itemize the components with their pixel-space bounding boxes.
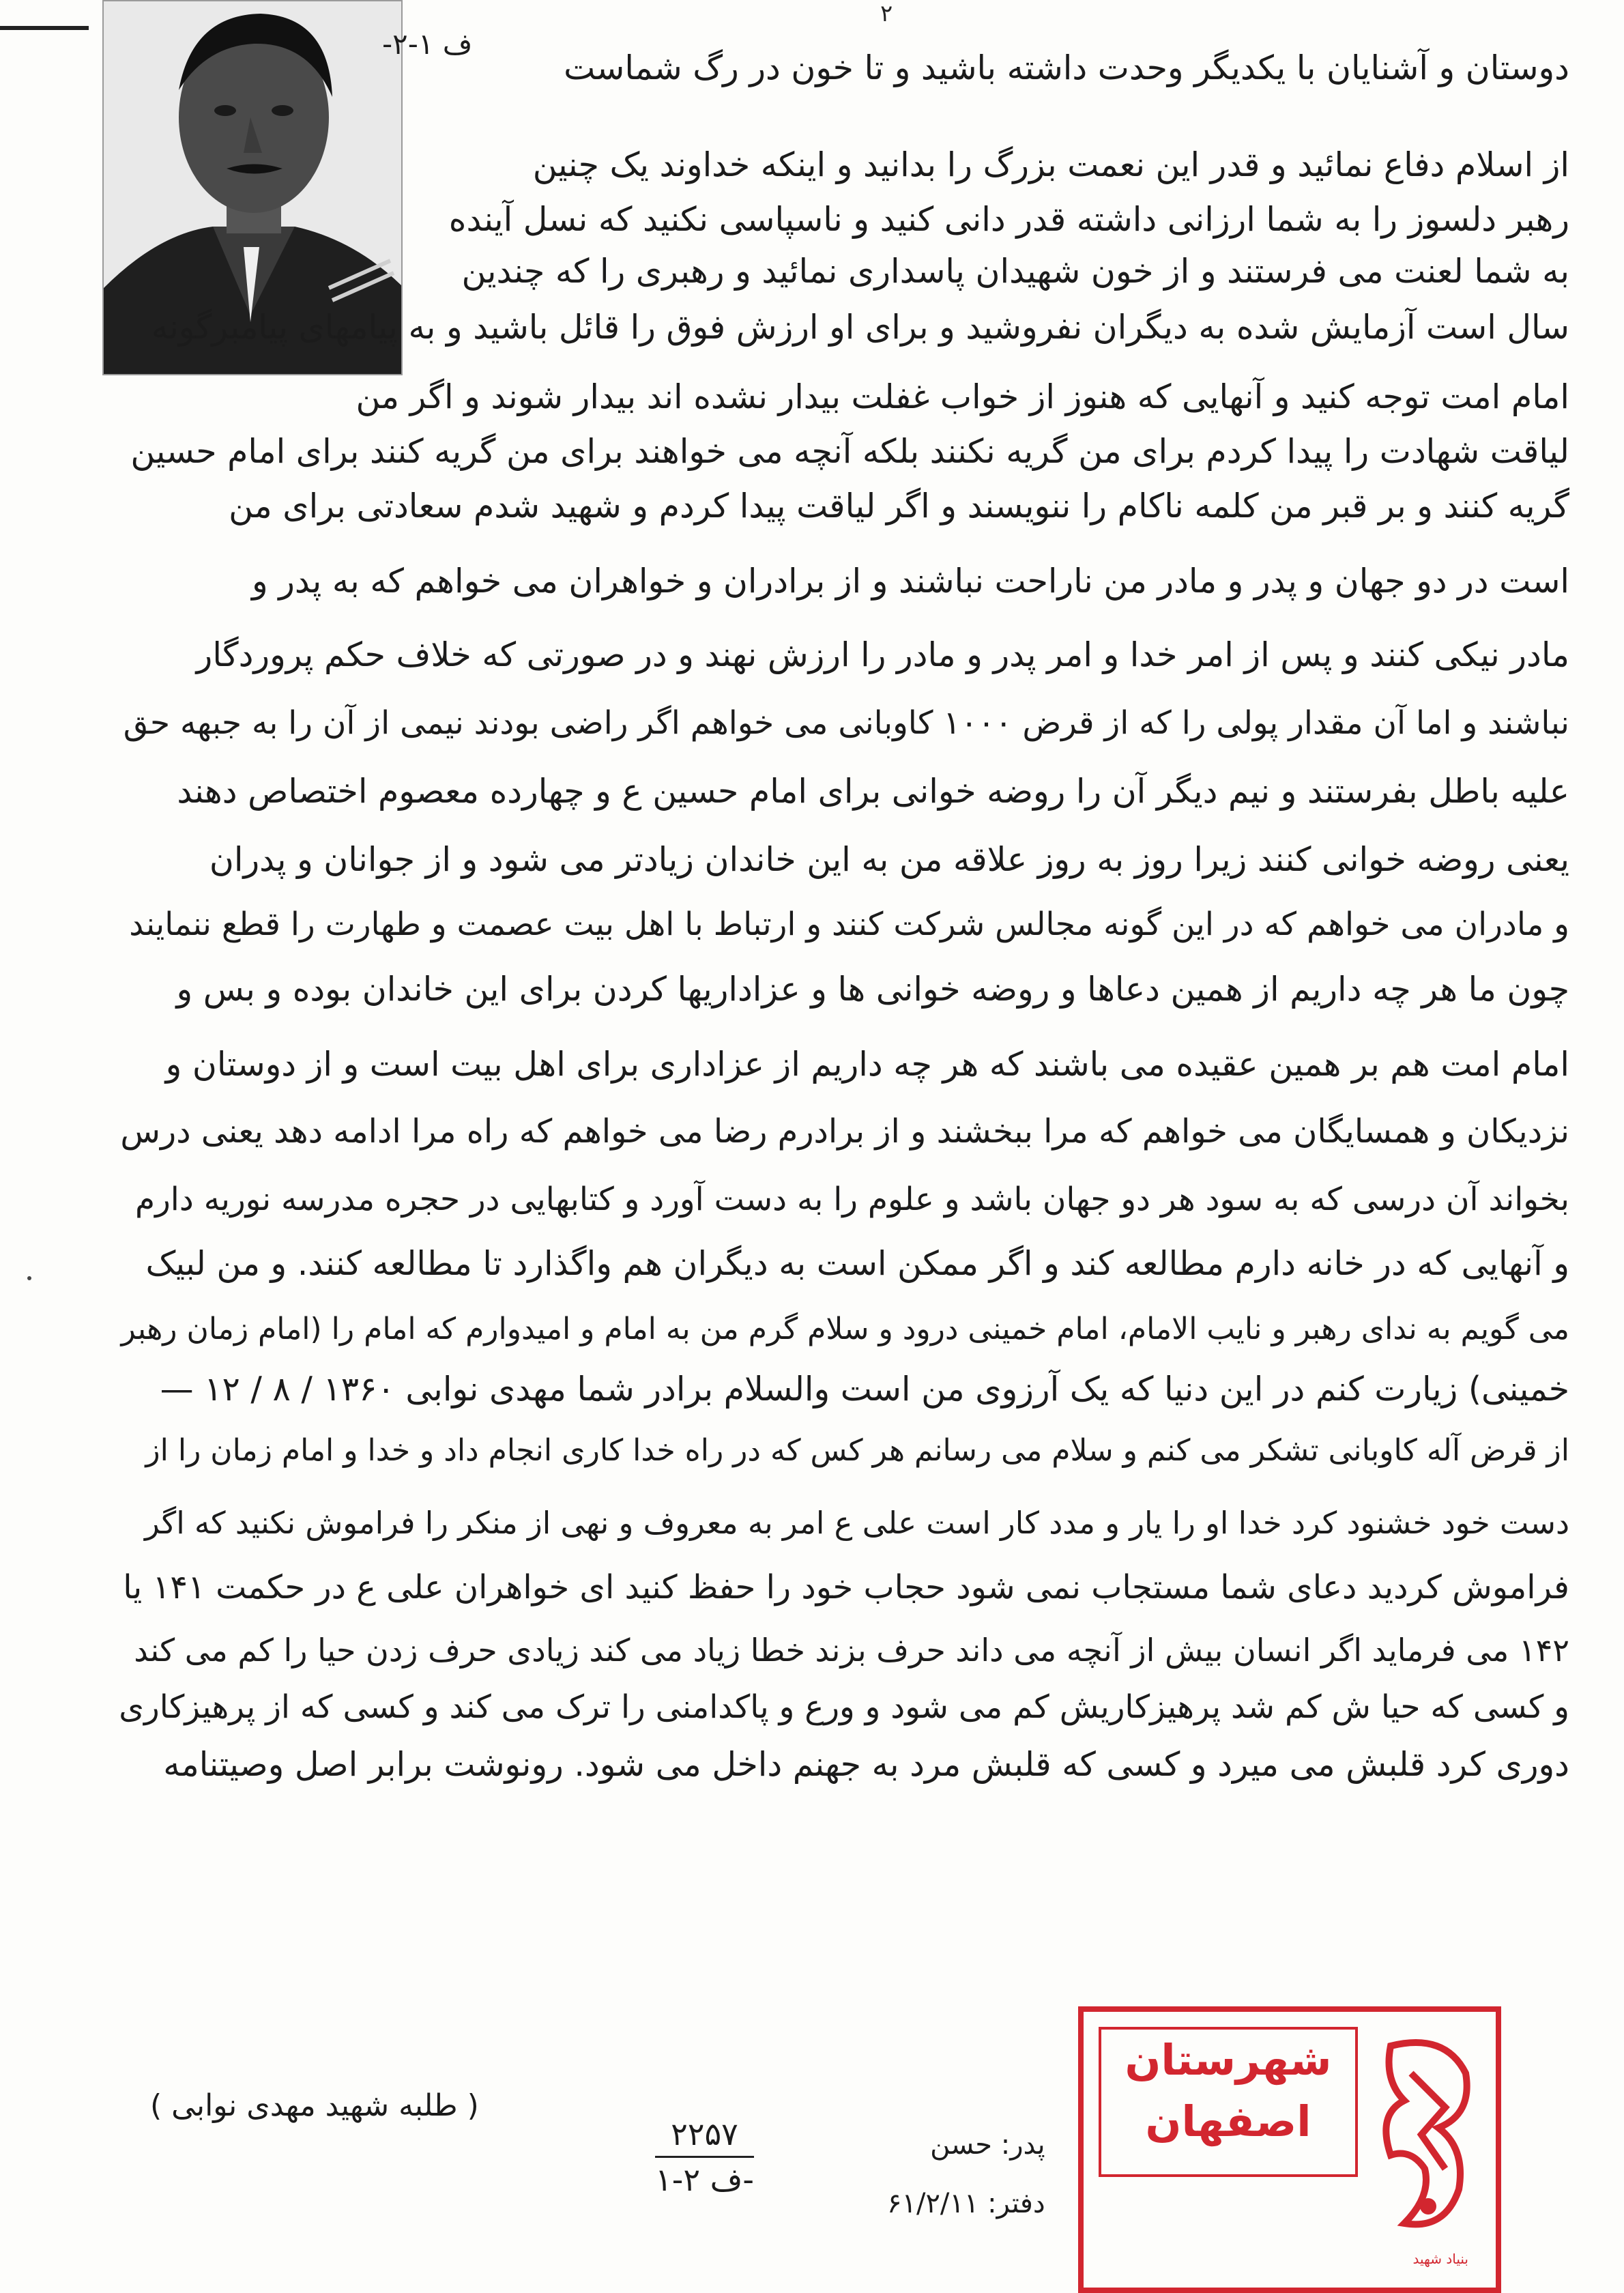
letter-line: سال است آزمایش شده به دیگران نفروشید و برای او ارزش فوق را قائل باشید و به پیامهای پیامبرگونه: [151, 308, 1569, 347]
letter-line: نزدیکان و همسایگان می خواهم که مرا ببخشند و از برادرم رضا می خواهم که راه مرا ادامه دهد یعنی درس: [120, 1112, 1569, 1151]
martyr-foundation-emblem-icon: [1363, 2032, 1479, 2237]
letter-line: بخواند آن درسی که به سود هر دو جهان باشد و علوم را به دست آورد و کتابهایی در حجره مدرسه نوریه دارم: [134, 1181, 1569, 1218]
file-number: ۲۲۵۷: [655, 2112, 754, 2158]
letter-line: از قرض آله کاوبانی تشکر می کنم و سلام می رسانم هر کس که در راه خدا کاری انجام داد و خدا و امام زمان را از: [145, 1433, 1569, 1468]
letter-line: رهبر دلسوز را به شما ارزانی داشته قدر دانی کنید و ناسپاسی نکنید که نسل آینده: [448, 200, 1569, 239]
page-top-mark: ۲: [880, 0, 893, 27]
stamp-caption: بنیاد شهید: [1412, 2251, 1468, 2267]
letter-line: دوستان و آشنایان با یکدیگر وحدت داشته باشید و تا خون در رگ شماست: [564, 48, 1569, 87]
father-name: پدر: حسن: [930, 2129, 1045, 2161]
record-date: دفتر: ۶۱/۲/۱۱: [887, 2188, 1045, 2219]
letter-line: و آنهایی که در خانه دارم مطالعه کند و اگر ممکن است به دیگران هم واگذارد تا مطالعه کنند. و من لبیک: [145, 1244, 1569, 1283]
letter-line: لیاقت شهادت را پیدا کردم برای من گریه نکنند بلکه آنچه می خواهند برای من گریه کنند برای امام حسین: [130, 432, 1569, 471]
letter-line: می گویم به ندای رهبر و نایب الامام، امام خمینی درود و سلام گرم من به امام و امیدوارم که امام را (امام زمان رهبر: [121, 1312, 1569, 1346]
letter-line: دوری کرد قلبش می میرد و کسی که قلبش مرد به جهنم داخل می شود. رونوشت برابر اصل وصیتنامه: [163, 1745, 1569, 1784]
document-ref-code: ف ۱-۲-: [382, 27, 473, 61]
letter-line: و کسی که حیا ش کم شد پرهیزکاریش کم می شود و ورع و پاکدامنی را ترک می کند و کسی که از پرهیزکاری: [119, 1688, 1569, 1726]
letter-line: و مادران می خواهم که در این گونه مجالس شرکت کنند و ارتباط با اهل بیت عصمت و طهارت را قطع ننمایند: [129, 906, 1569, 943]
letter-line: از اسلام دفاع نمائید و قدر این نعمت بزرگ را بدانید و اینکه خداوند یک چنین: [532, 145, 1569, 184]
file-number-block: [655, 2112, 754, 2202]
letter-line: امام امت توجه کنید و آنهایی که هنوز از خواب غفلت بیدار نشده اند بیدار شوند و اگر من: [356, 377, 1569, 416]
stamp-line-county: شهرستان: [1125, 2035, 1332, 2085]
stamp-text-box: [1099, 2027, 1358, 2177]
scan-artifact-dash: [0, 26, 89, 30]
letter-line: یعنی روضه خوانی کنند زیرا روز به روز علاقه من به این خاندان زیادتر می شود و از جوانان و پدران: [209, 840, 1569, 879]
letter-line: گریه کنند و بر قبر من کلمه ناکام را ننویسند و اگر لیاقت پیدا کردم و شهید شدم سعادتی برای من: [229, 487, 1569, 525]
letter-line: مادر نیکی کنند و پس از امر خدا و امر پدر و مادر را ارزش نهند و در صورتی که خلاف حکم پروردگار: [196, 635, 1569, 674]
file-ref: ف ۲-۱-: [655, 2161, 754, 2198]
letter-line: است در دو جهان و پدر و مادر من ناراحت نباشند و از برادران و خواهران می خواهم که به پدر و: [252, 562, 1569, 601]
letter-line: علیه باطل بفرستند و نیم دیگر آن را روضه خوانی برای امام حسین ع و چهارده معصوم اختصاص دهند: [177, 772, 1569, 811]
scan-artifact-speck: [27, 1276, 31, 1280]
letter-line: نباشند و اما آن مقدار پولی را که از قرض ۱۰۰۰ کاوبانی می خواهم اگر راضی بودند نیمی از آن را به جبهه حق: [123, 704, 1569, 742]
martyr-signature: ( طلبه شهید مهدی نوابی ): [150, 2088, 479, 2123]
stamp-line-city: اصفهان: [1145, 2096, 1311, 2146]
letter-line: فراموش کردید دعای شما مستجاب نمی شود حجاب خود را حفظ کنید ای خواهران علی ع در حکمت ۱۴۱ یا: [123, 1568, 1569, 1606]
letter-line: به شما لعنت می فرستند و از خون شهیدان پاسداری نمائید و رهبری را که چندین: [461, 252, 1569, 291]
letter-line: امام امت هم بر همین عقیده می باشند که هر چه داریم از عزاداری برای اهل بیت است و از دوستان و: [165, 1045, 1569, 1084]
official-red-stamp: [1078, 2006, 1501, 2293]
father-info-block: [887, 2116, 1045, 2233]
letter-line: دست خود خشنود کرد خدا او را یار و مدد کار است علی ع امر به معروف و نهی از منکر را فراموش نکنید که اگر: [144, 1505, 1569, 1541]
letter-line: ۱۴۲ می فرماید اگر انسان بیش از آنچه می داند حرف بزند خطا زیاد می کند زیادی حرف زدن حیا را کم می کند: [134, 1632, 1569, 1669]
letter-line: چون ما هر چه داریم از همین دعاها و روضه خوانی ها و عزاداریها کردن برای این خاندان بوده و بس و: [176, 970, 1569, 1009]
letter-line: خمینی) زیارت کنم در این دنیا که یک آرزوی من است والسلام برادر شما مهدی نوابی ۱۳۶۰ / ۸ / ۱۲ —: [160, 1370, 1569, 1409]
